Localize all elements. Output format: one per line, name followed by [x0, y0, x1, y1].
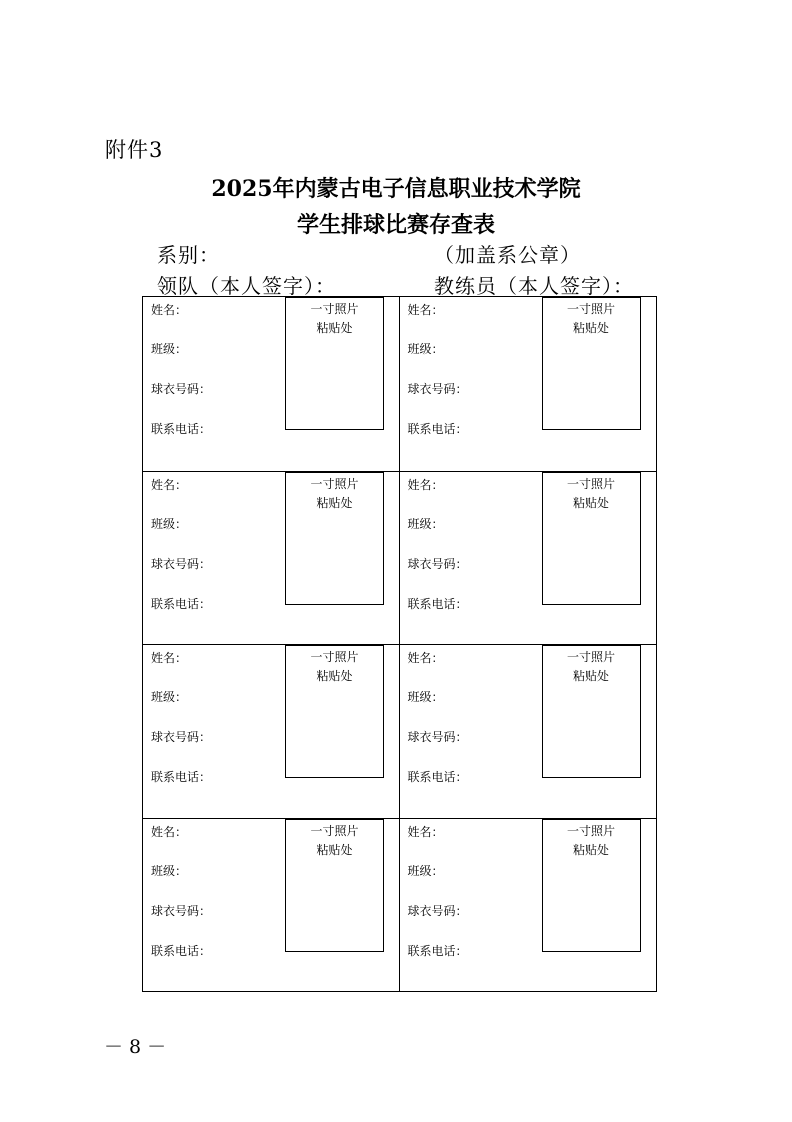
jersey-number-label: 球衣号码： — [151, 556, 212, 571]
photo-label: 一寸照片 — [566, 302, 615, 316]
photo-label: 粘贴处 — [572, 321, 609, 335]
player-cell — [400, 471, 657, 645]
seal-note: （加盖系公章） — [434, 243, 581, 267]
player-cell — [143, 471, 400, 645]
player-cell — [400, 818, 657, 992]
department-label: 系别： — [157, 243, 220, 267]
photo-placeholder — [542, 645, 641, 778]
phone-field-label: 联系电话： — [151, 422, 212, 436]
jersey-number-label: 球衣号码： — [407, 556, 468, 571]
photo-label: 粘贴处 — [572, 842, 609, 857]
class-field-label: 班级： — [151, 863, 188, 878]
class-field-label: 班级： — [407, 690, 444, 704]
photo-label: 粘贴处 — [316, 495, 353, 510]
photo-placeholder — [285, 645, 384, 778]
photo-label: 一寸照片 — [310, 476, 359, 491]
photo-label: 一寸照片 — [310, 302, 359, 316]
photo-label: 粘贴处 — [572, 669, 609, 683]
photo-placeholder — [285, 819, 384, 952]
phone-field-label: 联系电话： — [151, 770, 212, 784]
photo-label: 粘贴处 — [316, 321, 353, 335]
jersey-number-label: 球衣号码： — [407, 903, 468, 918]
photo-placeholder — [542, 819, 641, 952]
page-number: － 8 － — [104, 1036, 167, 1058]
name-field-label: 姓名： — [407, 477, 444, 492]
player-cell — [400, 297, 657, 471]
name-field-label: 姓名： — [407, 651, 444, 665]
photo-label: 一寸照片 — [566, 823, 615, 838]
attachment-label: 附件3 — [105, 138, 164, 162]
class-field-label: 班级： — [151, 342, 188, 356]
class-field-label: 班级： — [407, 863, 444, 878]
photo-label: 一寸照片 — [310, 823, 359, 838]
photo-placeholder — [542, 297, 641, 430]
photo-label: 粘贴处 — [572, 495, 609, 510]
coach-signature-label: 教练员（本人签字）： — [434, 274, 634, 298]
phone-field-label: 联系电话： — [407, 943, 468, 958]
jersey-number-label: 球衣号码： — [151, 382, 212, 396]
form-title: 2025年内蒙古电子信息职业技术学院 — [211, 176, 581, 202]
player-registration-grid — [142, 296, 657, 992]
jersey-number-label: 球衣号码： — [151, 903, 212, 918]
photo-label: 粘贴处 — [316, 669, 353, 683]
player-cell — [143, 644, 400, 818]
name-field-label: 姓名： — [151, 824, 188, 839]
player-cell — [400, 644, 657, 818]
phone-field-label: 联系电话： — [407, 422, 468, 436]
class-field-label: 班级： — [151, 516, 188, 531]
class-field-label: 班级： — [407, 342, 444, 356]
jersey-number-label: 球衣号码： — [407, 730, 468, 744]
form-subtitle: 学生排球比赛存查表 — [296, 212, 495, 238]
name-field-label: 姓名： — [407, 303, 444, 317]
player-cell — [143, 297, 400, 471]
name-field-label: 姓名： — [407, 824, 444, 839]
photo-label: 一寸照片 — [310, 650, 359, 664]
jersey-number-label: 球衣号码： — [407, 382, 468, 396]
name-field-label: 姓名： — [151, 303, 188, 317]
phone-field-label: 联系电话： — [151, 596, 212, 611]
photo-label: 粘贴处 — [316, 842, 353, 857]
phone-field-label: 联系电话： — [407, 596, 468, 611]
class-field-label: 班级： — [407, 516, 444, 531]
class-field-label: 班级： — [151, 690, 188, 704]
jersey-number-label: 球衣号码： — [151, 730, 212, 744]
photo-label: 一寸照片 — [566, 476, 615, 491]
phone-field-label: 联系电话： — [407, 770, 468, 784]
photo-placeholder — [542, 472, 641, 605]
photo-label: 一寸照片 — [566, 650, 615, 664]
phone-field-label: 联系电话： — [151, 943, 212, 958]
name-field-label: 姓名： — [151, 651, 188, 665]
name-field-label: 姓名： — [151, 477, 188, 492]
photo-placeholder — [285, 472, 384, 605]
photo-placeholder — [285, 297, 384, 430]
leader-signature-label: 领队（本人签字）： — [157, 274, 336, 298]
player-cell — [143, 818, 400, 992]
